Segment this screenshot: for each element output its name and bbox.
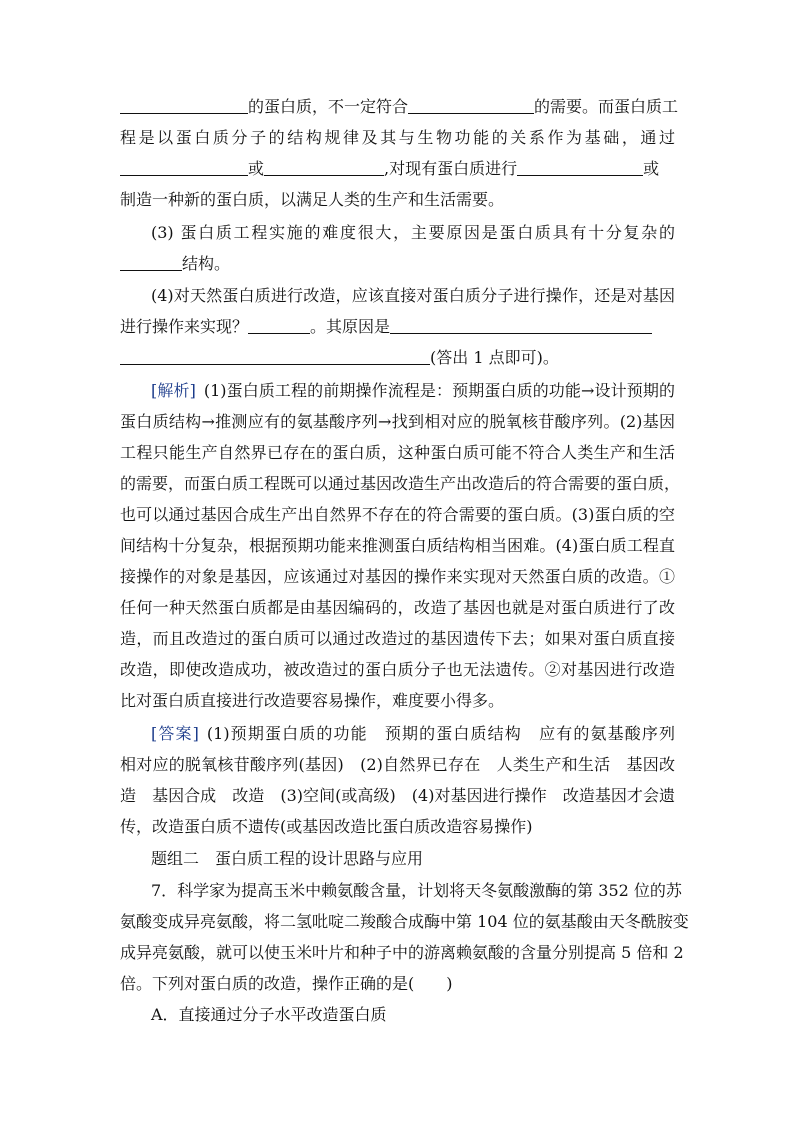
answer-blank[interactable] [390, 317, 652, 334]
answer-blank[interactable] [248, 317, 310, 334]
answer-tag: [答案] [151, 724, 199, 743]
q6-part3-line-2: 结构。 [120, 253, 675, 275]
q6-part4-line-3: (答出 1 点即可)。 [120, 347, 675, 369]
analysis-line: 造，而且改造过的蛋白质可以通过改造过的基因遗传下去；如果对蛋白质直接 [120, 629, 675, 648]
answer-blank[interactable] [264, 159, 384, 176]
answer-line: 传，改造蛋白质不遗传(或基因改造比蛋白质改造容易操作) [120, 817, 533, 836]
q6-part4-line-2: 进行操作来实现？ 。其原因是 [120, 316, 675, 338]
analysis-line: 接操作的对象是基因，应该通过对基因的操作来实现对天然蛋白质的改造。① [120, 567, 675, 586]
answer-blank[interactable] [120, 97, 248, 114]
analysis-line-1: [解析] (1)蛋白质工程的前期操作流程是：预期蛋白质的功能→设计预期的 [151, 381, 675, 400]
analysis-line: 间结构十分复杂，根据预期功能来推测蛋白质结构相当困难。(4)蛋白质工程直 [120, 536, 675, 555]
analysis-line: 比对蛋白质直接进行改造要容易操作，难度要小得多。 [120, 691, 505, 710]
q7-line-4: 倍。下列对蛋白质的改造，操作正确的是( ) [120, 974, 453, 993]
answer-line: 相对应的脱氧核苷酸序列(基因) (2)自然界已存在 人类生产和生活 基因改 [120, 755, 675, 774]
answer-blank[interactable] [120, 159, 248, 176]
answer-blank[interactable] [120, 348, 430, 365]
answer-line-1: [答案] (1)预期蛋白质的功能 预期的蛋白质结构 应有的氨基酸序列 [151, 724, 675, 743]
analysis-line: 改造，即使改造成功，被改造过的蛋白质分子也无法遗传。②对基因进行改造 [120, 660, 675, 679]
analysis-line: 的需要，而蛋白质工程既可以通过基因改造生产出改造后的符合需要的蛋白质， [120, 474, 681, 493]
answer-blank[interactable] [120, 254, 182, 271]
answer-blank[interactable] [517, 159, 643, 176]
q7-line-3: 成异亮氨酸，就可以使玉米叶片和种子中的游离赖氨酸的含量分别提高 5 倍和 2 [120, 943, 684, 962]
q6-line-1: 的蛋白质，不一定符合 的需要。而蛋白质工 [120, 96, 675, 118]
analysis-line: 也可以通过基因合成生产出自然界不存在的符合需要的蛋白质。(3)蛋白质的空 [120, 505, 675, 524]
section-heading: 题组二 蛋白质工程的设计思路与应用 [151, 849, 424, 868]
analysis-tag: [解析] [151, 381, 196, 400]
q6-part3-line-1: (3) 蛋白质工程实施的难度很大，主要原因是蛋白质具有十分复杂的 [151, 223, 675, 242]
analysis-line: 工程只能生产自然界已存在的蛋白质，这种蛋白质可能不符合人类生产和生活 [120, 443, 675, 462]
analysis-line: 蛋白质结构→推测应有的氨基酸序列→找到相对应的脱氧核苷酸序列。(2)基因 [120, 412, 675, 431]
q6-part4-line-1: (4)对天然蛋白质进行改造，应该直接对蛋白质分子进行操作，还是对基因 [151, 286, 675, 305]
q6-line-2: 程是以蛋白质分子的结构规律及其与生物功能的关系作为基础，通过 [120, 128, 675, 147]
q6-line-4: 制造一种新的蛋白质，以满足人类的生产和生活需要。 [120, 190, 505, 209]
q6-line-3: 或 ,对现有蛋白质进行 或 [120, 158, 675, 180]
answer-line: 造 基因合成 改造 (3)空间(或高级) (4)对基因进行操作 改造基因才会遗 [120, 786, 675, 805]
q7-line-2: 氨酸变成异亮氨酸，将二氢吡啶二羧酸合成酶中第 104 位的氨基酸由天冬酰胺变 [120, 912, 689, 931]
q7-line-1: 7．科学家为提高玉米中赖氨酸含量，计划将天冬氨酸激酶的第 352 位的苏 [151, 881, 682, 900]
analysis-line: 任何一种天然蛋白质都是由基因编码的，改造了基因也就是对蛋白质进行了改 [120, 598, 675, 617]
q7-option-a[interactable]: A．直接通过分子水平改造蛋白质 [151, 1005, 387, 1024]
answer-blank[interactable] [408, 97, 534, 114]
